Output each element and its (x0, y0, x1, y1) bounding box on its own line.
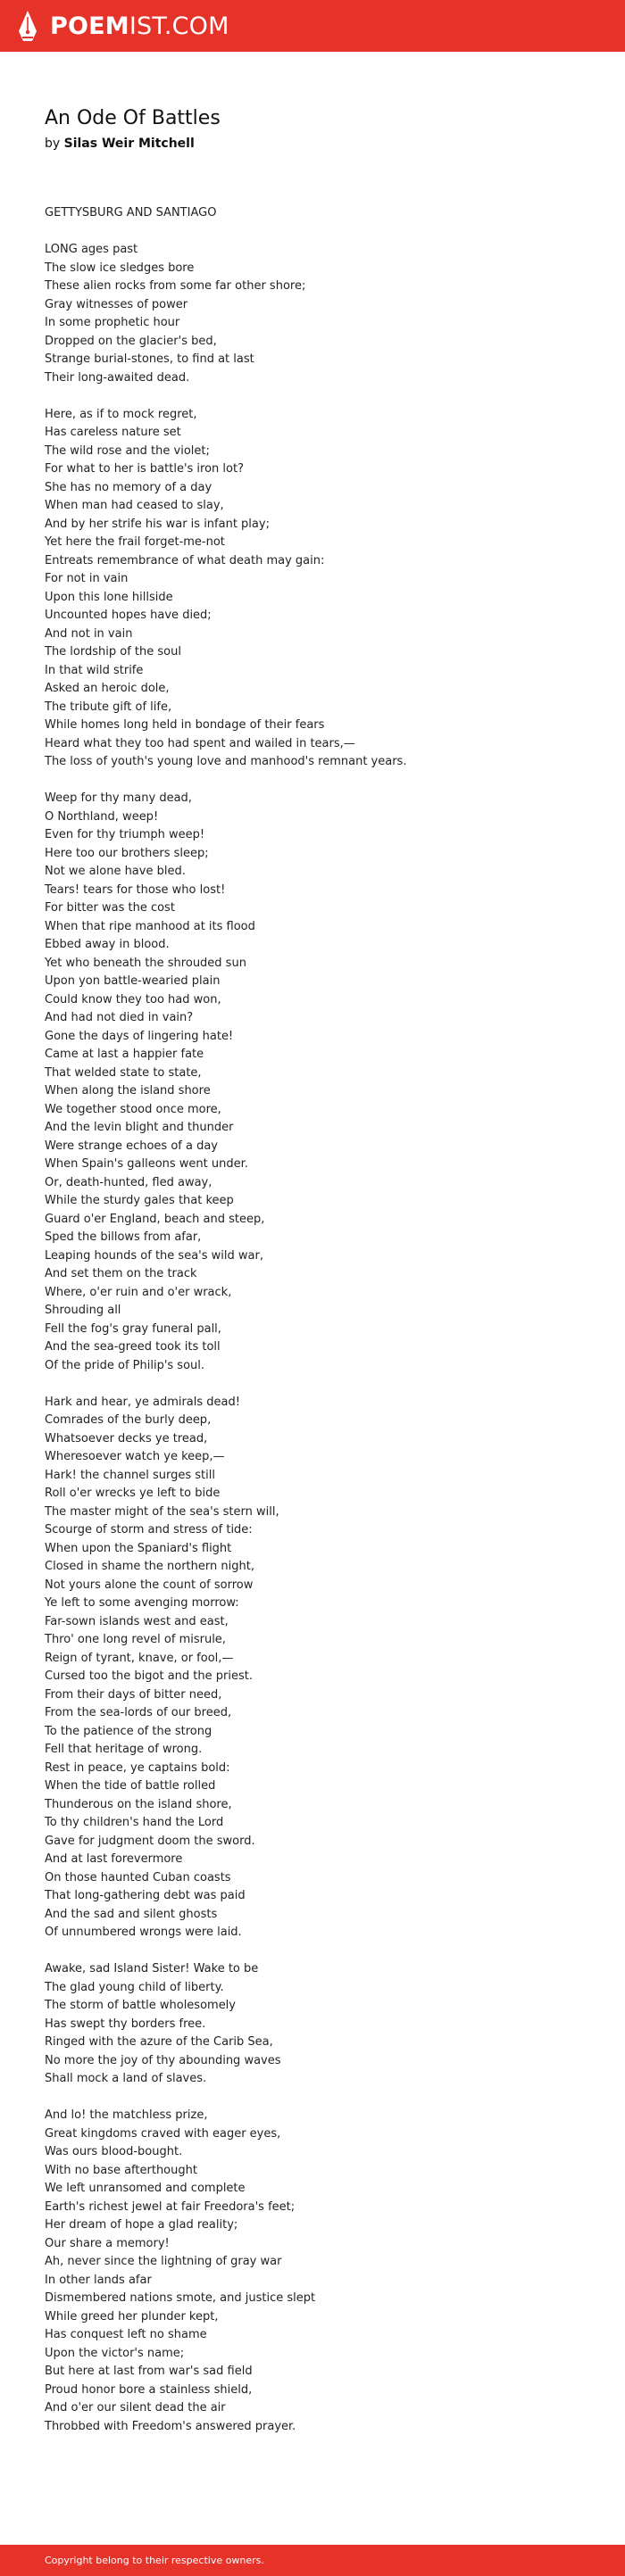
site-header (0, 0, 625, 52)
poem-line: She has no memory of a day (45, 480, 212, 494)
poem-line: Of the pride of Philip's soul. (45, 1358, 205, 1372)
poem-line: That long-gathering debt was paid (45, 1889, 246, 1902)
poem-line: Hark and hear, ye admirals dead! (45, 1395, 240, 1409)
site-footer (0, 2545, 625, 2576)
poem-line: Far-sown islands west and east, (45, 1614, 229, 1628)
poem-line: Upon yon battle-wearied plain (45, 974, 221, 988)
poem-line: These alien rocks from some far other shore; (45, 279, 306, 293)
stanza (45, 241, 580, 387)
poem-line: The glad young child of liberty. (45, 1980, 224, 1994)
poem-line: And not in vain (45, 626, 133, 641)
poem-body (45, 204, 580, 2436)
poem-line: When man had ceased to slay, (45, 499, 224, 512)
poem-line: Roll o'er wrecks ye left to bide (45, 1487, 221, 1500)
copyright-text: Copyright belong to their respective owners. (45, 2555, 264, 2566)
poem-line: Shall mock a land of slaves. (45, 2072, 207, 2085)
poem-line: While greed her plunder kept, (45, 2309, 219, 2323)
poem-line: To thy children's hand the Lord (45, 1816, 224, 1829)
poem-line: While the sturdy gales that keep (45, 1194, 234, 1207)
poem-title: An Ode Of Battles (45, 107, 221, 129)
poem-line: And o'er our silent dead the air (45, 2401, 226, 2414)
poem-line: Great kingdoms craved with eager eyes, (45, 2126, 281, 2141)
poem-line: The wild rose and the violet; (45, 443, 210, 458)
logo-text-bold: POEM (50, 12, 129, 40)
poem-line: Here, as if to mock regret, (45, 407, 197, 421)
poem-line: The master might of the sea's stern will, (45, 1504, 279, 1519)
poem-line: Has careless nature set (45, 426, 181, 439)
poem-line: The slow ice sledges bore (45, 261, 195, 275)
poem-line: Gave for judgment doom the sword. (45, 1834, 255, 1848)
poem-line: Reign of tyrant, knave, or fool,— (45, 1651, 234, 1665)
poem-line: Thunderous on the island shore, (45, 1797, 232, 1811)
poem-line: While homes long held in bondage of their fears (45, 718, 325, 732)
poem-line: In some prophetic hour (45, 316, 180, 329)
poem-line: The loss of youth's young love and manhood's remnant years. (45, 755, 407, 768)
logo-text (50, 12, 229, 40)
poem-line: Was ours blood-bought. (45, 2145, 183, 2158)
poem-line: And had not died in vain? (45, 1011, 194, 1024)
poem-line: Ah, never since the lightning of gray war (45, 2255, 282, 2268)
poem-line: Has swept thy borders free. (45, 2017, 206, 2031)
poem-line: When the tide of battle rolled (45, 1779, 216, 1793)
poem-line: Shrouding all (45, 1304, 121, 1317)
pen-nib-icon (14, 8, 41, 44)
stanza (45, 790, 580, 1375)
poem-line: The storm of battle wholesomely (45, 1999, 236, 2012)
poem-line: To the patience of the strong (45, 1724, 212, 1738)
byline (45, 135, 580, 153)
poem-line: Yet who beneath the shrouded sun (45, 956, 246, 970)
poem-line: Comrades of the burly deep, (45, 1413, 212, 1427)
poem-line: Yet here the frail forget-me-not (45, 535, 225, 549)
poem-line: Uncounted hopes have died; (45, 609, 212, 622)
poem-line: In that wild strife (45, 663, 144, 677)
poem-line: Has conquest left no shame (45, 2328, 207, 2341)
poem-line: Entreats remembrance of what death may gain: (45, 553, 325, 567)
poem-line: Ye left to some avenging morrow: (45, 1596, 239, 1610)
poem-line: For what to her is battle's iron lot? (45, 462, 244, 476)
poem-line: And by her strife his war is infant play; (45, 517, 270, 531)
poem-line: From the sea-lords of our breed, (45, 1706, 232, 1719)
byline-prefix: by (45, 137, 61, 151)
poem-line: The tribute gift of life, (45, 700, 172, 714)
poem-line: Ringed with the azure of the Carib Sea, (45, 2035, 273, 2049)
poem-line: Strange burial-stones, to find at last (45, 352, 254, 366)
poem-line: Upon this lone hillside (45, 590, 173, 604)
poem-line: Here too our brothers sleep; (45, 846, 209, 860)
poem-line: Rest in peace, ye captains bold: (45, 1760, 230, 1775)
poem-line: Even for thy triumph weep! (45, 828, 205, 841)
poem-line: Dropped on the glacier's bed, (45, 334, 217, 348)
poem-line: Fell that heritage of wrong. (45, 1743, 203, 1756)
poem-line: Asked an heroic dole, (45, 682, 170, 695)
poem-line: Heard what they too had spent and wailed in tears,— (45, 736, 355, 750)
poem-line: We left unransomed and complete (45, 2182, 246, 2195)
poem-line: And at last forevermore (45, 1852, 183, 1866)
poem-line: Gray witnesses of power (45, 297, 188, 311)
poem-line: And lo! the matchless prize, (45, 2108, 208, 2122)
author-link[interactable]: Silas Weir Mitchell (63, 137, 195, 151)
poem-line: When that ripe manhood at its flood (45, 919, 255, 933)
poem-line: And the levin blight and thunder (45, 1121, 234, 1134)
stanza (45, 2107, 580, 2436)
poem-line: When upon the Spaniard's flight (45, 1541, 232, 1555)
poem-line: With no base afterthought (45, 2163, 197, 2177)
poem-line: Sped the billows from afar, (45, 1230, 202, 1244)
poem-line: Throbbed with Freedom's answered prayer. (45, 2419, 296, 2433)
poem-line: And the sad and silent ghosts (45, 1907, 218, 1921)
poem-line: Cursed too the bigot and the priest. (45, 1669, 253, 1683)
site-logo[interactable] (14, 8, 229, 44)
poem-line: In other lands afar (45, 2273, 152, 2287)
stanza (45, 406, 580, 772)
poem-line: Where, o'er ruin and o'er wrack, (45, 1285, 232, 1299)
poem-line: Wheresoever watch ye keep,— (45, 1450, 225, 1463)
poem-line: For bitter was the cost (45, 901, 175, 915)
poem-line: O Northland, weep! (45, 809, 159, 824)
poem-line: Her dream of hope a glad reality; (45, 2218, 238, 2232)
poem-line: Leaping hounds of the sea's wild war, (45, 1248, 263, 1263)
poem-line: Thro' one long revel of misrule, (45, 1633, 226, 1646)
poem-line: Scourge of storm and stress of tide: (45, 1523, 253, 1536)
poem-line: Gone the days of lingering hate! (45, 1029, 234, 1043)
poem-line: We together stood once more, (45, 1102, 221, 1116)
poem-line: Fell the fog's gray funeral pall, (45, 1321, 221, 1336)
poem-line: But here at last from war's sad field (45, 2365, 253, 2378)
poem-line: Upon the victor's name; (45, 2346, 185, 2360)
poem-line: Whatsoever decks ye tread, (45, 1431, 208, 1445)
stanza (45, 1960, 580, 2089)
poem-line: The lordship of the soul (45, 645, 181, 658)
poem-line: When Spain's galleons went under. (45, 1157, 248, 1171)
poem-line: Not we alone have bled. (45, 865, 186, 878)
poem-line: And the sea-greed took its toll (45, 1340, 221, 1354)
poem-line: Could know they too had won, (45, 992, 221, 1006)
poem-line: Earth's richest jewel at fair Freedora's feet; (45, 2199, 296, 2214)
poem-line: No more the joy of thy abounding waves (45, 2053, 281, 2067)
poem-line: Were strange echoes of a day (45, 1139, 218, 1153)
poem-line: Dismembered nations smote, and justice slept (45, 2291, 316, 2305)
poem-line: When along the island shore (45, 1084, 211, 1097)
poem-line: Came at last a happier fate (45, 1048, 204, 1061)
logo-text-light: IST.COM (129, 12, 229, 40)
poem-line: Weep for thy many dead, (45, 791, 192, 805)
poem-line: Awake, sad Island Sister! Wake to be (45, 1962, 259, 1975)
poem-line: Their long-awaited dead. (45, 370, 190, 385)
poem-line: Guard o'er England, beach and steep, (45, 1212, 265, 1226)
main-content (0, 52, 625, 2545)
poem-line: That welded state to state, (45, 1065, 202, 1080)
poem-line: Closed in shame the northern night, (45, 1560, 254, 1573)
poem-line: On those haunted Cuban coasts (45, 1870, 231, 1884)
poem-heading: GETTYSBURG AND SANTIAGO (45, 206, 217, 219)
poem-line: Not yours alone the count of sorrow (45, 1578, 254, 1592)
poem-line: LONG ages past (45, 243, 138, 256)
poem-stanzas (45, 241, 580, 2436)
poem-line: Or, death-hunted, fled away, (45, 1175, 212, 1189)
poem-line: And set them on the track (45, 1267, 197, 1280)
poem-line: Of unnumbered wrongs were laid. (45, 1926, 242, 1939)
poem-line: From their days of bitter need, (45, 1687, 222, 1702)
poem-line: Proud honor bore a stainless shield, (45, 2382, 253, 2397)
poem-line: Our share a memory! (45, 2236, 170, 2250)
stanza (45, 1394, 580, 1942)
poem-line: Ebbed away in blood. (45, 938, 170, 951)
poem-line: Hark! the channel surges still (45, 1468, 215, 1482)
poem-line: Tears! tears for those who lost! (45, 882, 226, 897)
poem-line: For not in vain (45, 572, 129, 585)
